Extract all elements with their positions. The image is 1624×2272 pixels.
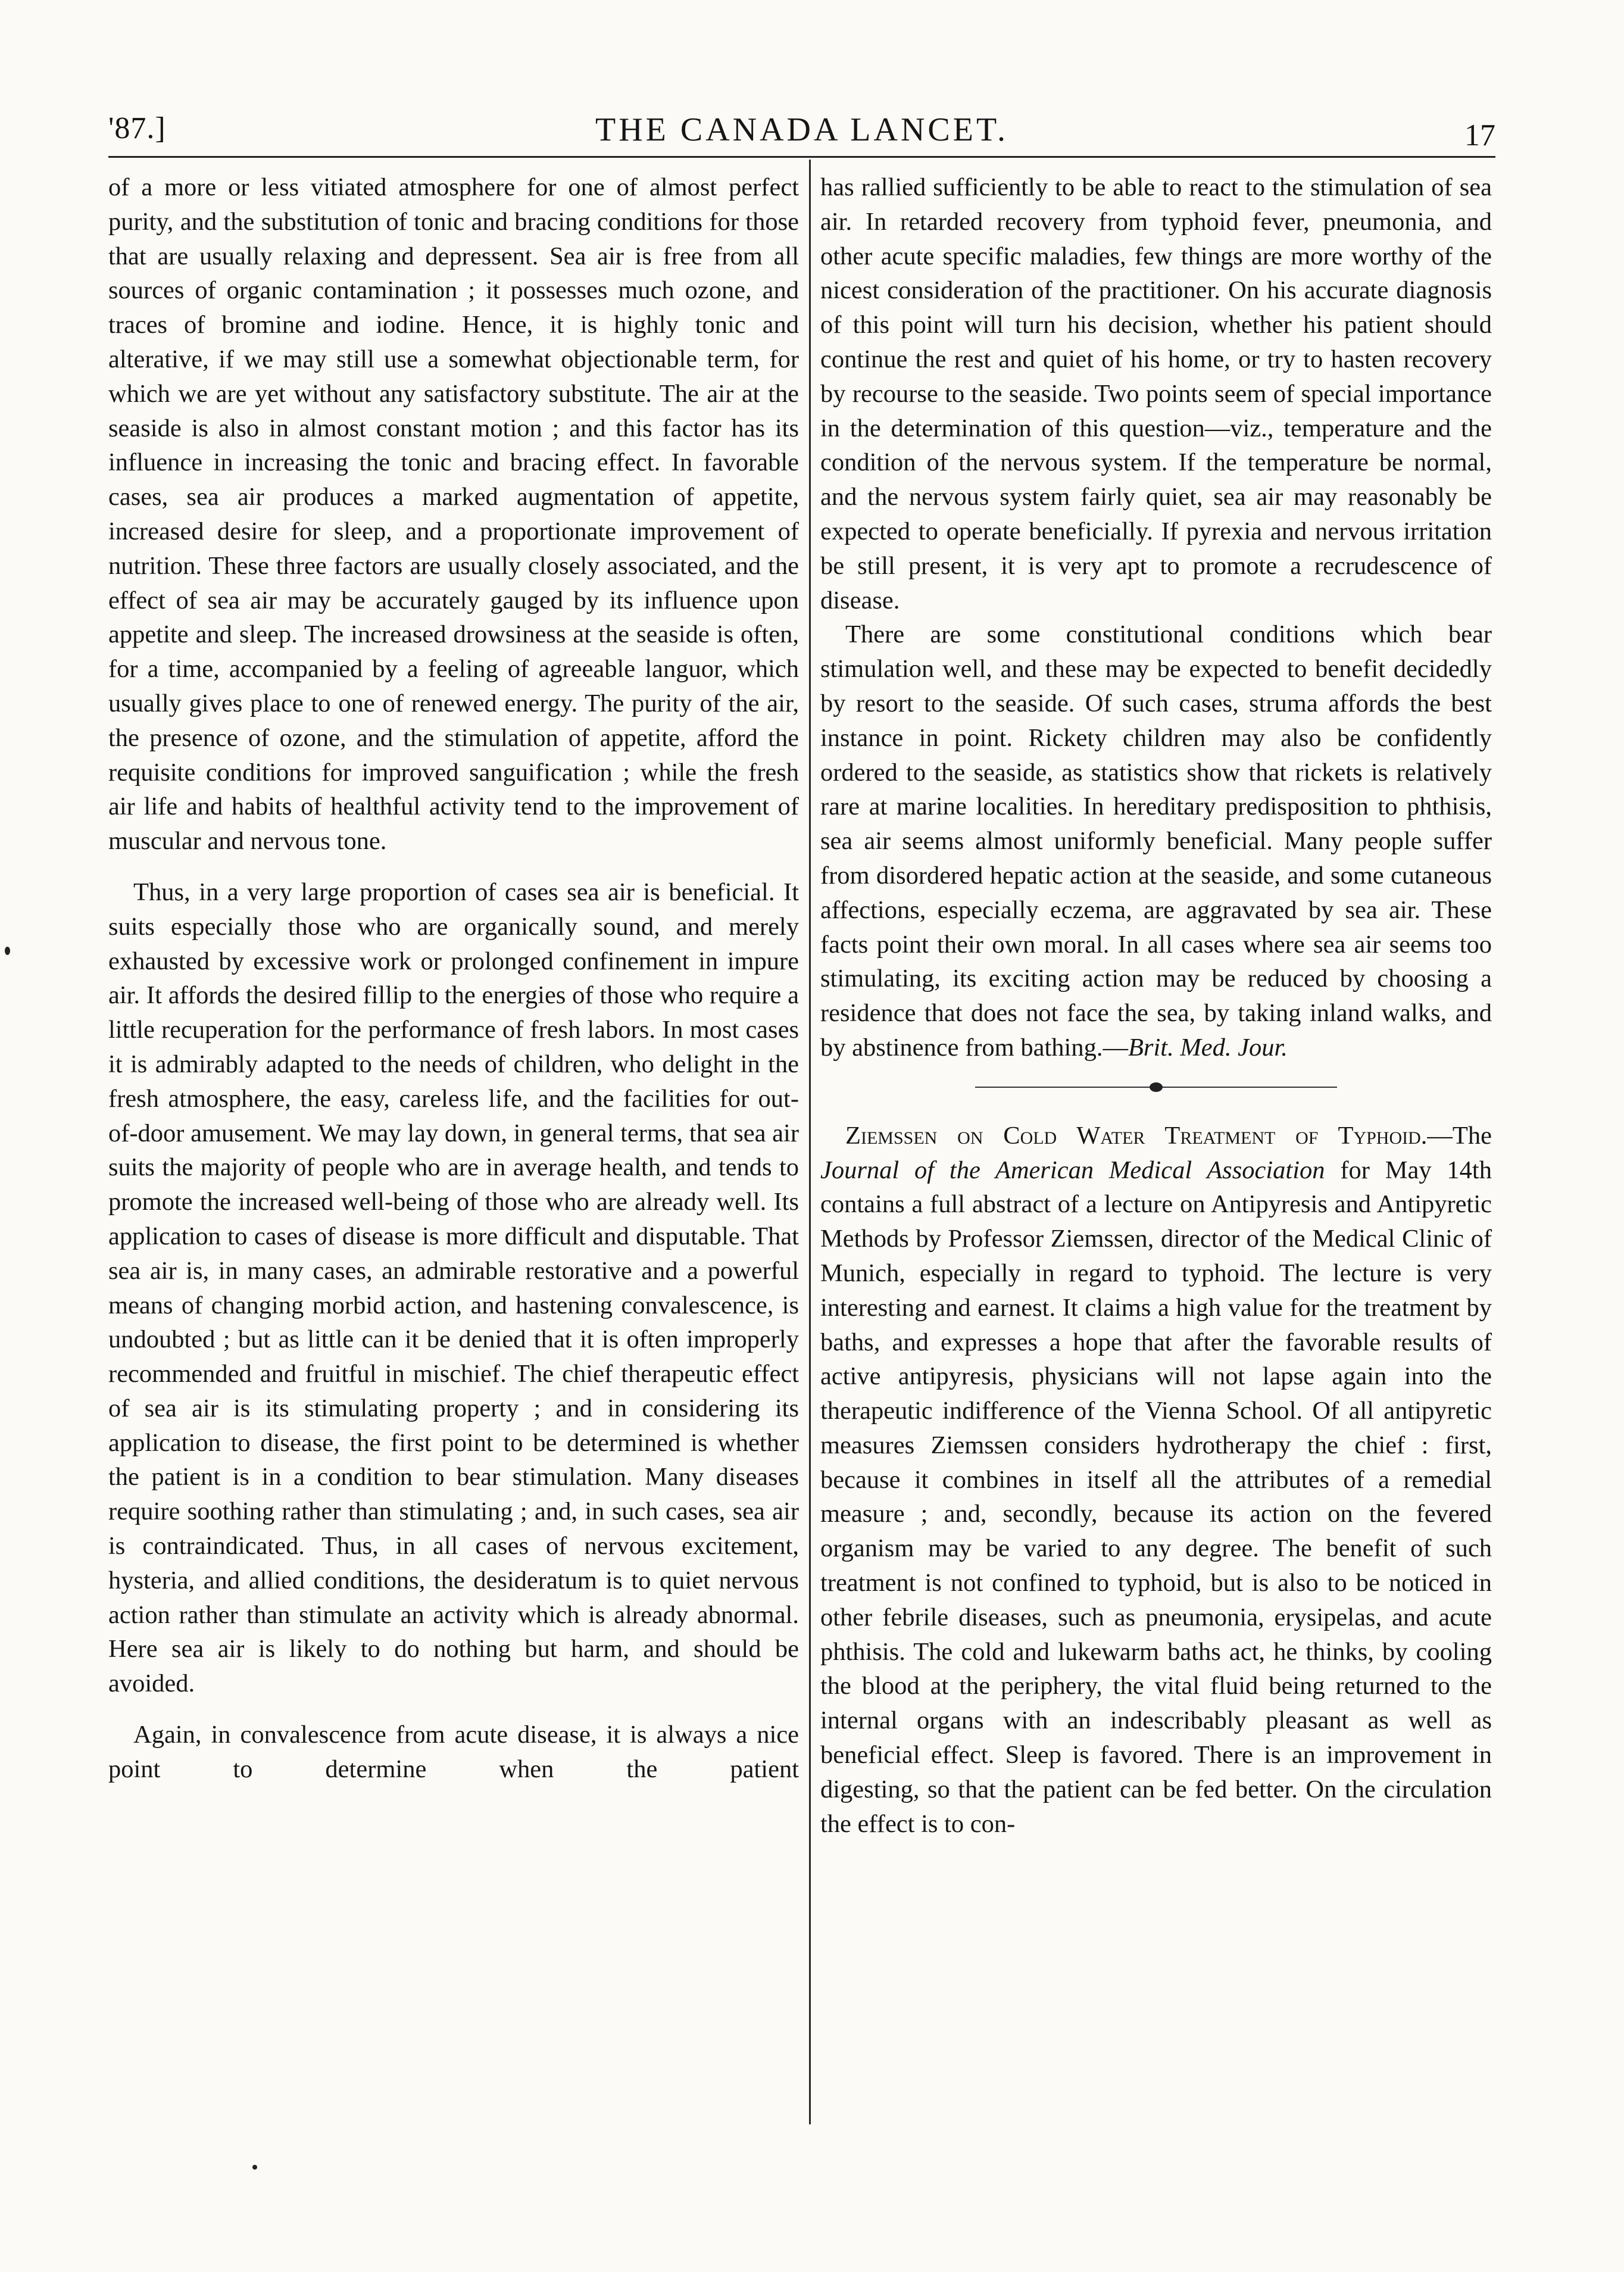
right-column: [820, 170, 1492, 1841]
article-heading: Ziemssen on Cold Water Treatment of Typhoid.: [845, 1121, 1428, 1150]
journal-title: THE CANADA LANCET.: [595, 111, 1009, 148]
section-separator: [820, 1076, 1492, 1097]
right-paragraph-1: has rallied sufficiently to be able to react to the stimulation of sea air. In retarded recovery from typhoid fever, pneumonia, and other acute specific maladies, few things are more worthy of the nicest consideration of the practitioner. On his accurate diagnosis of this point will turn his decision, whether his patient should continue the rest and quiet of his home, or try to hasten recovery by recourse to the seaside. Two points seem of special importance in the determination of this question—viz., temperature and the condition of the nervous system. If the temperature be normal, and the nervous system fairly quiet, sea air may reasonably be expected to operate beneficially. If pyrexia and nervous irritation be still present, it is very apt to promote a recrudescence of disease.: [820, 173, 1492, 614]
right-paragraph-2-text: There are some constitutional conditions which bear stimulation well, and these may be expected to benefit decidedly by resort to the seaside. Of such cases, struma affords the best instance in point. Rickety children may also be confidently ordered to the seaside, as statistics show that rickets is relatively rare at marine localities. In hereditary predisposition to phthisis, sea air seems almost uniformly beneficial. Many people suffer from disordered hepatic action at the seaside, and some cutaneous affections, especially eczema, are aggravated by sea air. These facts point their own moral. In all cases where sea air seems too stimulating, its exciting action may be reduced by choosing a residence that does not face the sea, by taking inland walks, and by abstinence from bathing.—: [820, 620, 1492, 1062]
margin-speck: [5, 947, 10, 955]
running-header: [108, 106, 1495, 154]
column-divider: [809, 160, 811, 2124]
left-paragraph-3: Again, in convalescence from acute disease, it is always a nice point to determine when the patient: [108, 1721, 799, 1783]
page-number: 17: [1464, 118, 1495, 152]
journal-reference: Journal of the American Medical Association: [820, 1156, 1325, 1184]
citation-source: Brit. Med. Jour.: [1128, 1033, 1288, 1062]
article-ziemssen: [820, 1119, 1492, 1842]
article-body: for May 14th contains a full abstract of a lecture on Antipyresis and Antipyretic Methods by Professor Ziemssen, director of the Medical Clinic of Munich, especially in regard to typhoid. The lecture is very interesting and earnest. It claims a high value for the treatment by baths, and expresses a hope that after the favorable results of active antipyresis, physicians will not lapse again into the therapeutic indifference of the Vienna School. Of all antipyretic measures Ziemssen considers hydrotherapy the chief : first, because it combines in itself all the attributes of a remedial measure ; and, secondly, because its action on the fevered organism may be varied to any degree. The benefit of such treatment is not confined to typhoid, but is also to be noticed in other febrile diseases, such as pneumonia, erysipelas, and acute phthisis. The cold and lukewarm baths act, he thinks, by cooling the blood at the periphery, the vital fluid being returned to the internal organs with an indescribably pleasant as well as beneficial effect. Sleep is favored. There is an improvement in digesting, so that the patient can be fed better. On the circulation the effect is to con-: [820, 1156, 1492, 1838]
bottom-speck: [252, 2165, 257, 2170]
left-paragraph-1: of a more or less vitiated atmosphere for one of almost perfect purity, and the substitution of tonic and bracing conditions for those that are usually relaxing and depressent. Sea air is free from all sources of organic contamination ; it possesses much ozone, and traces of bromine and iodine. Hence, it is highly tonic and alterative, if we may still use a somewhat objectionable term, for which we are yet without any satisfactory substitute. The air at the seaside is also in almost constant motion ; and this factor has its influence in increasing the tonic and bracing effect. In favorable cases, sea air produces a marked augmentation of appetite, increased desire for sleep, and a proportionate improvement of nutrition. These three factors are usually closely associated, and the effect of sea air may be accurately gauged by its influence upon appetite and sleep. The increased drowsiness at the seaside is often, for a time, accompanied by a feeling of agreeable languor, which usually gives place to one of renewed energy. The purity of the air, the presence of ozone, and the stimulation of appetite, afford the requisite conditions for improved sanguification ; while the fresh air life and habits of healthful activity tend to the improvement of muscular and nervous tone.: [108, 173, 799, 856]
header-rule: [108, 156, 1495, 158]
article-heading-dash: —The: [1427, 1121, 1492, 1150]
left-column: [108, 170, 799, 1787]
header-year: '87.]: [108, 111, 166, 145]
left-paragraph-2: Thus, in a very large proportion of cases sea air is beneficial. It suits especially those who are organically sound, and merely exhausted by excessive work or prolonged confinement in impure air. It affords the desired fillip to the energies of those who require a little recuperation for the performance of fresh labors. In most cases it is admirably adapted to the needs of children, who delight in the fresh atmosphere, the easy, careless life, and the facilities for out-of-door amusement. We may lay down, in general terms, that sea air suits the majority of people who are in average health, and tends to promote the increased well-being of those who are already well. Its application to cases of disease is more difficult and disputable. That sea air is, in many cases, an admirable restorative and a powerful means of changing morbid action, and hastening convalescence, is undoubted ; but as little can it be denied that it is often improperly recommended and fruitful in mischief. The chief therapeutic effect of sea air is its stimulating property ; and in considering its application to disease, the first point to be determined is whether the patient is in a condition to bear stimulation. Many diseases require soothing rather than stimulating ; and, in such cases, sea air is contraindicated. Thus, in all cases of nervous excitement, hysteria, and allied conditions, the desideratum is to quiet nervous action rather than stimulate an activity which is already abnormal. Here sea air is likely to do nothing but harm, and should be avoided.: [108, 878, 799, 1698]
right-paragraph-2: [820, 617, 1492, 1065]
separator-ornament: [1150, 1082, 1163, 1092]
